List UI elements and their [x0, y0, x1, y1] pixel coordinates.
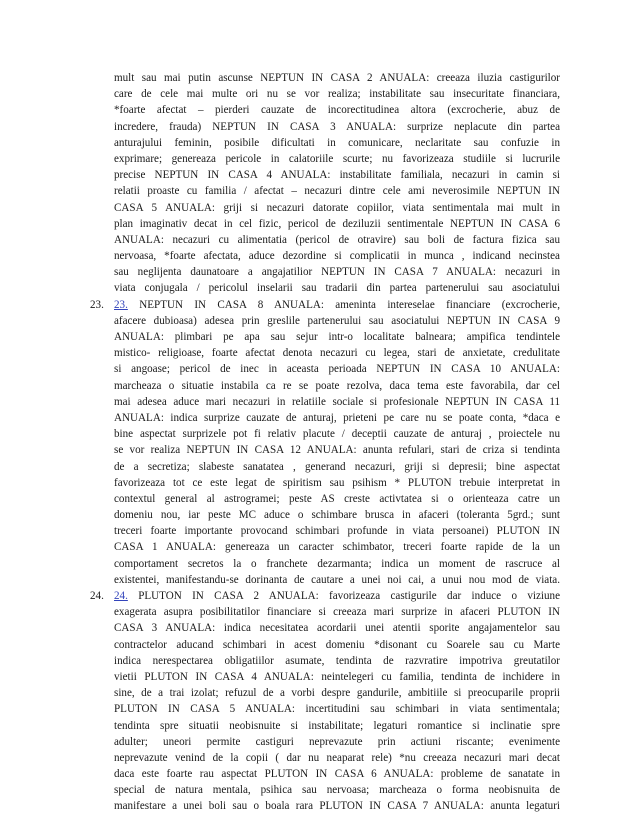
list-item-23-first-line	[90, 297, 560, 313]
text-line: PLUTON IN CASA 2 ANUALA: favorizeaza castigurile dar induce o viziune	[127, 590, 560, 602]
text-line: exagerata asupra posibilitatilor financiare si creeaza mari surprize in afaceri PLUTON IN	[114, 606, 560, 619]
text-line: bine aspectat surprizele pot fi relativ placute / deceptii cauzate de anturaj , proiectele nu	[114, 428, 560, 441]
text-line: CASA 3 ANUALA: indica necesitatea acordarii unei atentii sporite angajamentelor sau	[114, 622, 560, 635]
text-line: mai adesea aduce mari necazuri in relatiile sociale si profesionale NEPTUN IN CASA 11	[114, 395, 560, 408]
text-line: PLUTON IN CASA 5 ANUALA: incertitudini sau schimbari in viata sentimentala;	[114, 703, 560, 716]
text-line: precise NEPTUN IN CASA 4 ANUALA: instabilitate familiala, necazuri in camin si	[114, 169, 560, 182]
item-23-link[interactable]: 23.	[114, 298, 128, 311]
text-line: ANUALA: indica surprize cauzate de anturaj, prieteni pe care nu se poate conta, *daca e	[114, 411, 560, 424]
text-line: marcheaza o situatie instabila ca re se poate rezolva, daca tema este favorabila, dar cel	[114, 379, 560, 392]
text-line: viata conjugala / pericolul inselarii sau tradarii din partea partenerului sau asociatului	[114, 282, 560, 295]
text-line: si angoase; pericol de inec in aceasta perioada NEPTUN IN CASA 10 ANUALA:	[114, 363, 560, 376]
text-line: nervoasa, *foarte afectata, aduce dezordine si complicatii in munca , indicand necinstea	[114, 250, 560, 263]
text-line: contractelor aducand schimbari in acest domeniu *disonant cu Soarele sau cu Marte	[114, 638, 560, 651]
text-line: CASA 5 ANUALA: griji si necazuri datorate copiilor, viata sentimentala mai mult in	[114, 201, 560, 214]
text-line: CASA 1 ANUALA: genereaza un caracter schimbator, treceri foarte rapide de la un	[114, 541, 560, 554]
text-line: relatii proaste cu familia / afectat – necazuri dintre cele ami neverosimile NEPTUN IN	[114, 185, 560, 198]
text-line: vietii PLUTON IN CASA 4 ANUALA: neintelegeri cu familia, tendinta de inchidere in	[114, 670, 560, 683]
text-line: exprimare; genereaza pericole in calatoriile scurte; nu favorizeaza studiile si lucrurile	[114, 152, 560, 165]
paragraph-continued	[90, 70, 560, 815]
text-line: manifestare a unei boli sau o boala rara PLUTON IN CASA 7 ANUALA: anunta legaturi	[114, 800, 560, 813]
text-line: neprevazute venind de la copii ( dar nu neaparat rele) *nu creeaza necazuri mari decat	[114, 751, 560, 764]
text-line: de a secretiza; slabeste sanatatea , generand necazuri, griji si depresii; bine aspectat	[114, 460, 560, 473]
text-line: mult sau mai putin ascunse NEPTUN IN CASA 2 ANUALA: creeaza iluzia castigurilor	[114, 72, 560, 84]
text-line: sau neglijenta daunatoare a angajatilior NEPTUN IN CASA 7 ANUALA: necazuri in	[114, 266, 560, 279]
text-line: se vor realiza NEPTUN IN CASA 12 ANUALA: anunta refulari, stari de criza si tendinta	[114, 444, 560, 457]
text-line: adulter; uneori permite castiguri neprevazute prin actiuni riscante; evenimente	[114, 735, 560, 748]
text-line: NEPTUN IN CASA 8 ANUALA: ameninta intereselae financiare (excrocherie,	[127, 298, 560, 311]
text-line: indica nerespectarea obligatiilor asumate, tendinta de razvratire impotriva greutatilor	[114, 654, 560, 667]
list-number-23: 23.	[90, 298, 104, 311]
text-line: existentei, manifestandu-se dorinanta de cautare a unei noi cai, a unui nou mod de viata.	[114, 573, 560, 586]
text-line: ANUALA: necazuri cu alimentatia (pericol de otravire) sau boli de factura fizica sau	[114, 233, 560, 246]
text-line: plan imaginativ decat in cel fizic, pericol de deziluzii sentimentale NEPTUN IN CASA 6	[114, 217, 560, 230]
text-line: anturajului feminin, posibile dificultati in comunicare, neclaritate sau confuzie in	[114, 136, 560, 149]
text-line: incredere, frauda) NEPTUN IN CASA 3 ANUALA: surprize neplacute din partea	[114, 120, 560, 133]
item-24-link[interactable]: 24.	[114, 590, 128, 602]
text-line: treceri foarte importante provocand schimbari profunde in viata persoanei) PLUTON IN	[114, 525, 560, 538]
text-line: *foarte afectat – pierderi cauzate de incorectitudinea altora (excrocherie, abuz de	[114, 104, 560, 117]
text-line: domeniu nou, iar peste MC aduce o schimbare brusca in afaceri (toleranta 5grd.; sunt	[114, 509, 560, 522]
text-line: favorizeaza tot ce este legat de spiritism sau psihism * PLUTON trebuie interpretat in	[114, 476, 560, 489]
text-line: comportament secretos la o franchete dezarmanta; indica un moment de rascruce al	[114, 557, 560, 570]
text-line: tendinta spre situatii neobisnuite si instabilitate; legaturi romantice si inclinatie spre	[114, 719, 560, 732]
text-line: sine, de a trai izolat; refuzul de a vorbi despre gandurile, ambitiile si preocuparile proprii	[114, 687, 560, 700]
text-line: contextul general al astrogramei; peste AS creste activtatea si o orienteaza catre un	[114, 492, 560, 505]
list-number-24: 24.	[90, 590, 104, 602]
text-line: mistico- religioase, foarte afectat denota necazuri cu legea, stari de anxietate, credulitate	[114, 347, 560, 360]
text-line: ANUALA: plimbari pe apa sau sejur intr-o localitate balneara; ampifica tendintele	[114, 331, 560, 343]
text-line: afacere dubioasa) adesea prin greslile partenerului sau asociatului NEPTUN IN CASA 9	[114, 314, 560, 327]
text-line: daca este foarte rau aspectat PLUTON IN CASA 6 ANUALA: probleme de sanatate in	[114, 768, 560, 781]
text-line: special de natura mentala, psihica sau nervoasa; marcheaza o forma neobisnuita de	[114, 784, 560, 797]
text-line: care de cele mai multe ori nu se vor realiza; instabilitate sau insecuritate financiara,	[114, 88, 560, 101]
list-item-24-first-line	[90, 588, 560, 604]
